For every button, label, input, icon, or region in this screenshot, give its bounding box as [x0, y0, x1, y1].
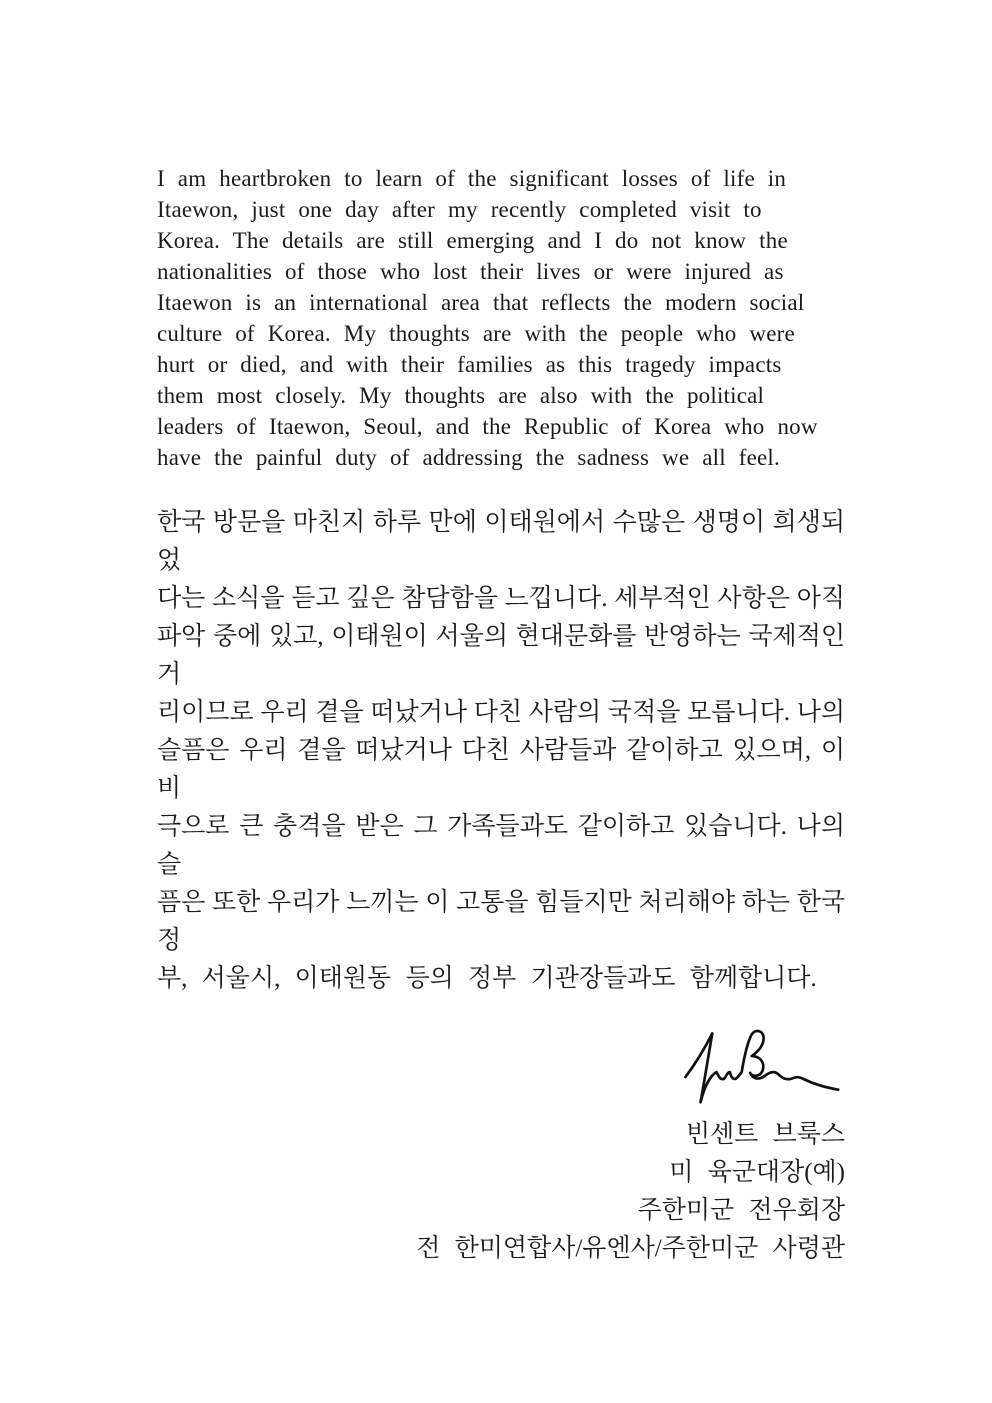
english-line: nationalities of those who lost their lives or were injured as: [157, 259, 784, 284]
english-line: Korea. The details are still emerging and I do not know the: [157, 228, 788, 253]
english-line: hurt or died, and with their families as this tragedy impacts: [157, 352, 782, 377]
english-line: have the painful duty of addressing the sadness we all feel.: [157, 445, 780, 470]
letter-content: [157, 163, 845, 1268]
korean-line: 파악 중에 있고, 이태원이 서울의 현대문화를 반영하는 국제적인 거: [157, 623, 845, 688]
signature-block: [157, 1028, 845, 1106]
english-line: leaders of Itaewon, Seoul, and the Republic of Korea who now: [157, 414, 818, 439]
korean-line: 다는 소식을 듣고 깊은 참담함을 느낍니다. 세부적인 사항은 아직: [157, 585, 845, 612]
korean-line: 한국 방문을 마친지 하루 만에 이태원에서 수많은 생명이 희생되었: [157, 509, 845, 574]
english-line: them most closely. My thoughts are also with the political: [157, 383, 765, 408]
korean-line: 슬픔은 우리 곁을 떠났거나 다친 사람들과 같이하고 있으며, 이 비: [157, 737, 845, 802]
signoff-name: 빈센트 브룩스: [685, 1121, 845, 1148]
english-paragraph: [157, 163, 845, 473]
korean-line: 극으로 큰 충격을 받은 그 가족들과도 같이하고 있습니다. 나의 슬: [157, 813, 845, 878]
english-line: Itaewon is an international area that reflects the modern social: [157, 290, 805, 315]
english-line: I am heartbroken to learn of the significant losses of life in: [157, 166, 787, 191]
signoff-title: 주한미군 전우회장: [637, 1197, 845, 1224]
korean-line: 리이므로 우리 곁을 떠났거나 다친 사람의 국적을 모릅니다. 나의: [157, 699, 845, 726]
signature-icon: [677, 1028, 845, 1106]
korean-line: 부, 서울시, 이태원동 등의 정부 기관장들과도 함께합니다.: [157, 965, 817, 992]
signoff-block: [157, 1116, 845, 1268]
korean-paragraph: [157, 504, 845, 998]
signoff-rank: 미 육군대장(예): [669, 1159, 845, 1186]
korean-line: 픔은 또한 우리가 느끼는 이 고통을 힘들지만 처리해야 하는 한국정: [157, 889, 845, 954]
signoff-former-title: 전 한미연합사/유엔사/주한미군 사령관: [416, 1235, 845, 1262]
english-line: culture of Korea. My thoughts are with the people who were: [157, 321, 795, 346]
english-line: Itaewon, just one day after my recently completed visit to: [157, 197, 762, 222]
